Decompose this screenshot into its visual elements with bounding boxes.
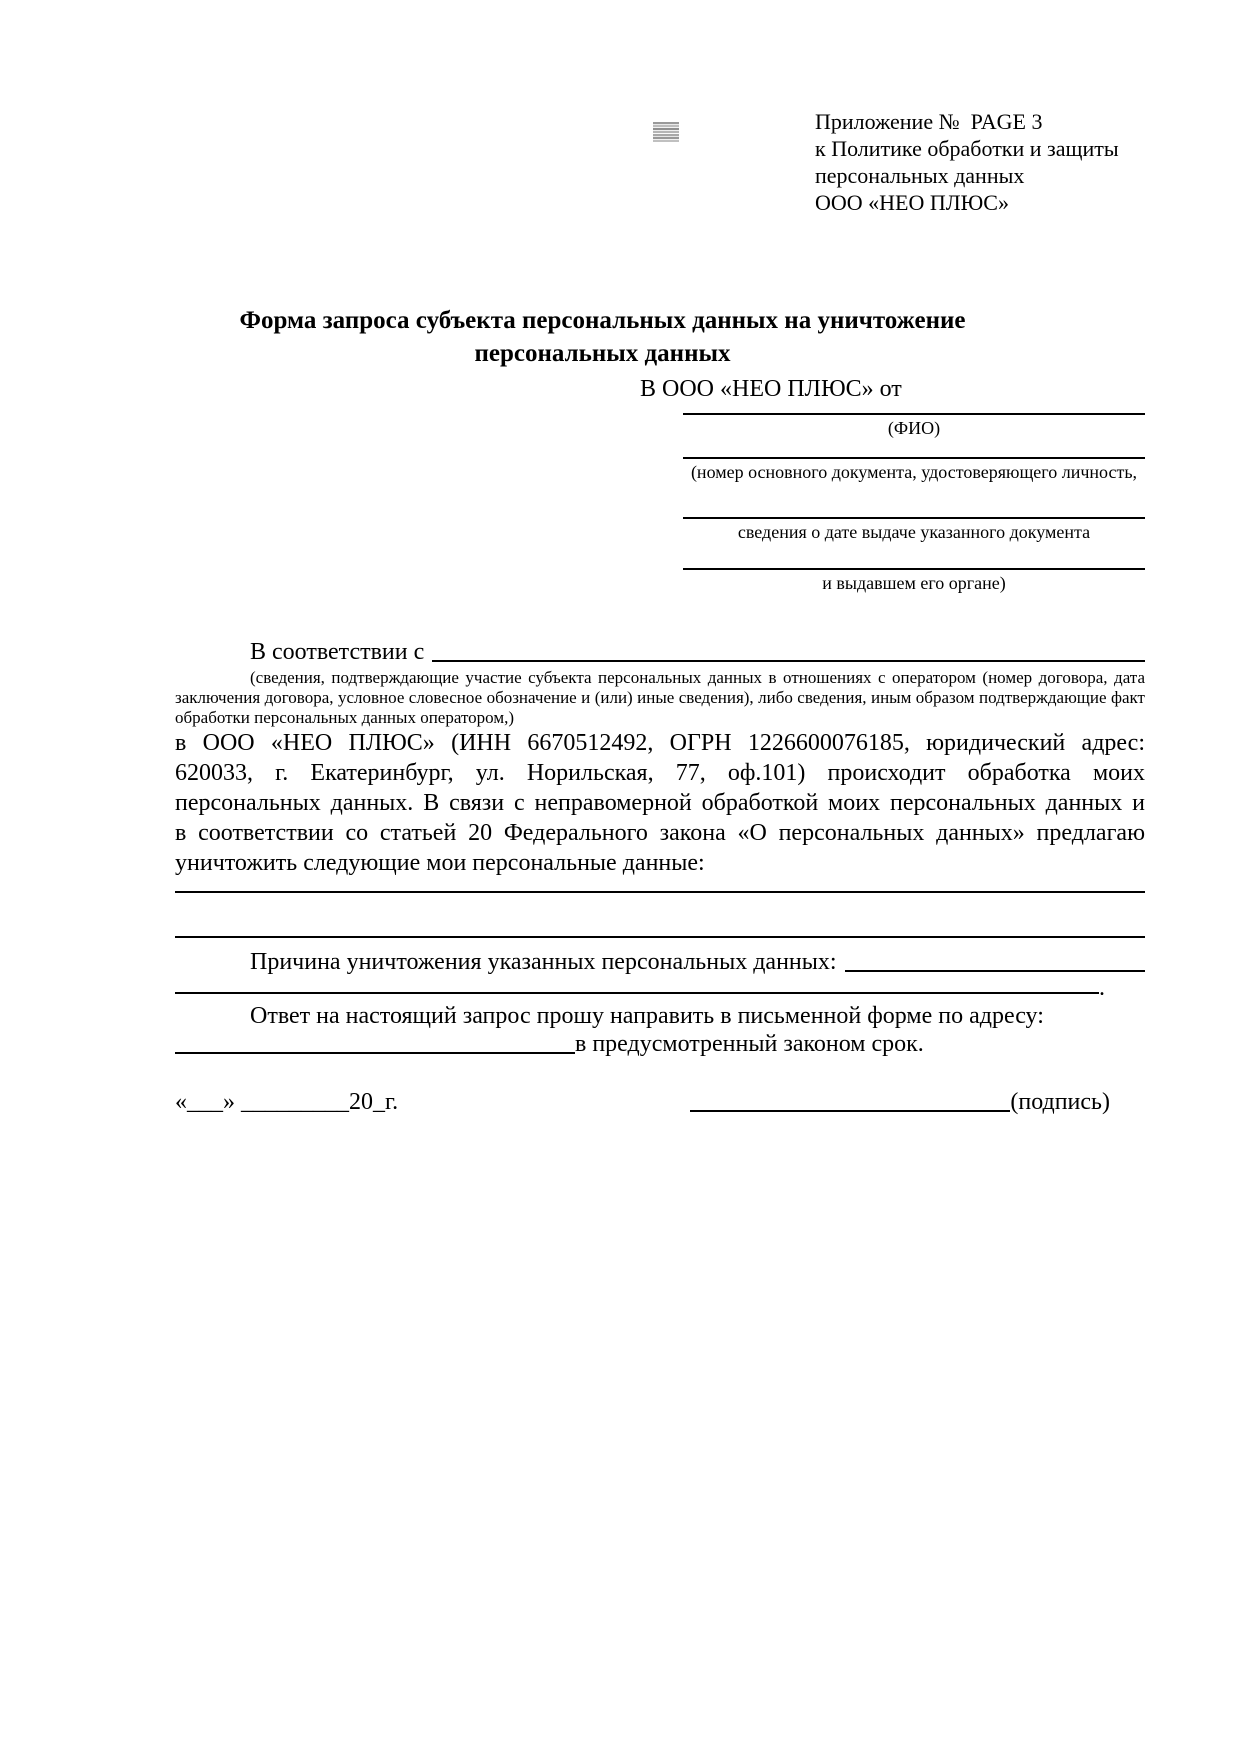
embedded-object-artifact <box>653 122 679 142</box>
date-line: «___» _________20_г. <box>175 1089 399 1115</box>
data-to-destroy-blank-line-2 <box>175 936 1145 938</box>
deadline-row <box>175 1030 1145 1058</box>
reason-blank-line <box>845 948 1145 972</box>
signature-blank-line <box>690 1088 1010 1112</box>
field-fio <box>683 413 1145 439</box>
accordance-label: В соответствии с <box>250 639 425 665</box>
field-document-number-caption: (номер основного документа, удостоверяющего личность, <box>690 462 1138 482</box>
appendix-subject-line: персональных данных <box>815 163 1025 188</box>
accordance-blank-line <box>432 638 1145 662</box>
field-issue-date <box>683 517 1145 543</box>
accordance-row <box>175 638 1145 666</box>
footnote-line-3: обработки персональных данных оператором,) <box>175 708 515 727</box>
reason-row <box>175 948 1145 976</box>
paragraph-line-5: уничтожить следующие мои персональные данные: <box>175 850 705 876</box>
appendix-number-line: Приложение № PAGE 3 <box>815 109 1043 134</box>
date-signature-row <box>175 1088 1145 1116</box>
address-blank-line <box>175 1030 575 1054</box>
data-to-destroy-blank-line-1 <box>175 891 1145 893</box>
answer-request-line: Ответ на настоящий запрос прошу направить в письменной форме по адресу: <box>250 1003 1044 1029</box>
field-fio-caption: (ФИО) <box>887 418 941 438</box>
main-paragraph <box>175 728 1145 878</box>
reason-continuation-line <box>175 975 1105 1001</box>
reason-line-period: . <box>1099 975 1105 1001</box>
footnote-line-2: заключения договора, условное словесное обозначение и (или) иные сведения), либо сведения, иным образом подтверждающие факт <box>175 688 1145 707</box>
document-title-line-2: персональных данных <box>474 340 731 367</box>
appendix-policy-line: к Политике обработки и защиты <box>815 136 1119 161</box>
footnote-line-1: (сведения, подтверждающие участие субъекта персональных данных в отношениях с оператором (номер договора, дата <box>250 668 1145 687</box>
field-issue-date-caption: сведения о дате выдаче указанного документа <box>737 522 1091 542</box>
deadline-text: в предусмотренный законом срок. <box>575 1031 924 1057</box>
field-document-number <box>683 457 1145 483</box>
paragraph-line-2: 620033, г. Екатеринбург, ул. Норильская, 77, оф.101) происходит обработка моих <box>175 760 1145 786</box>
signature-group <box>690 1088 1110 1116</box>
accordance-footnote <box>175 668 1145 728</box>
identity-fields-block <box>683 413 1145 594</box>
reason-continuation-blank <box>175 992 1099 994</box>
appendix-company-line: ООО «НЕО ПЛЮС» <box>815 190 1009 215</box>
paragraph-line-1: в ООО «НЕО ПЛЮС» (ИНН 6670512492, ОГРН 1226600076185, юридический адрес: <box>175 730 1145 756</box>
paragraph-line-4: в соответствии со статьей 20 Федерального закона «О персональных данных» предлагаю <box>175 820 1145 846</box>
appendix-header <box>815 0 1145 216</box>
addressee-line: В ООО «НЕО ПЛЮС» от <box>640 376 902 402</box>
field-issuing-authority <box>683 568 1145 594</box>
paragraph-line-3: персональных данных. В связи с неправомерной обработкой моих персональных данных и <box>175 790 1145 816</box>
reason-label: Причина уничтожения указанных персональных данных: <box>250 949 837 975</box>
document-title-line-1: Форма запроса субъекта персональных данных на уничтожение <box>239 307 966 334</box>
signature-caption: (подпись) <box>1010 1089 1110 1115</box>
document-title <box>175 304 1030 370</box>
field-issuing-authority-caption: и выдавшем его органе) <box>822 573 1006 593</box>
